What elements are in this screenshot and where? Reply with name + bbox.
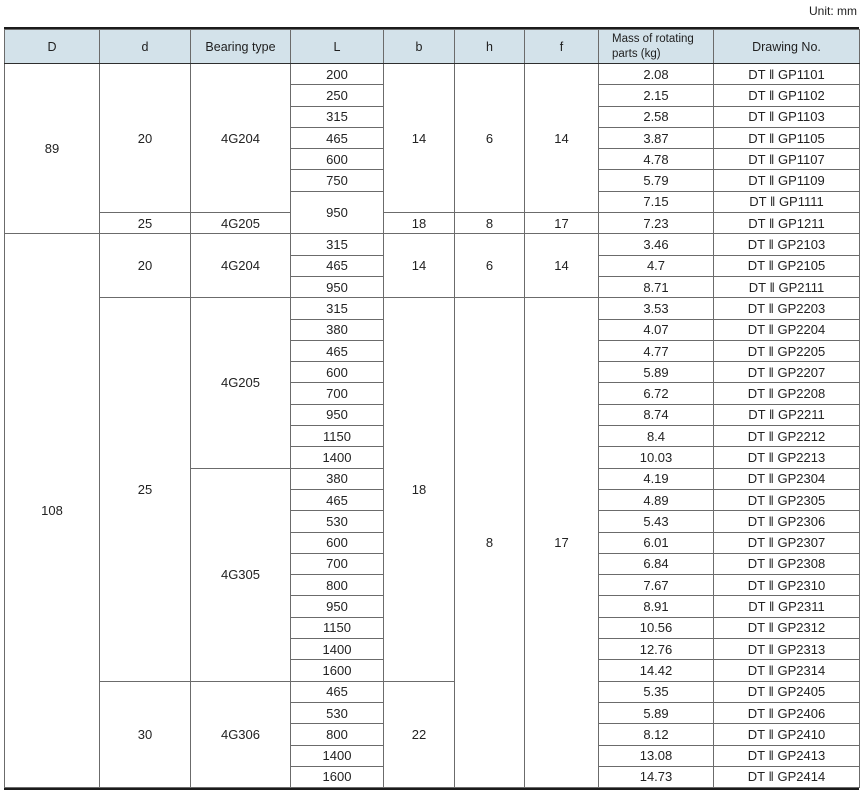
table-cell: 4.77 — [599, 340, 714, 361]
column-header: L — [291, 30, 384, 64]
table-cell: 3.53 — [599, 298, 714, 319]
column-header: Drawing No. — [714, 30, 860, 64]
table-cell: 10.03 — [599, 447, 714, 468]
table-cell: 12.76 — [599, 639, 714, 660]
table-cell: 4G306 — [191, 681, 291, 787]
table-cell: 2.58 — [599, 106, 714, 127]
table-cell: 14 — [525, 234, 599, 298]
table-cell: DT ‖ GP2305 — [714, 489, 860, 510]
table-cell: 30 — [100, 681, 191, 787]
table-cell: 600 — [291, 149, 384, 170]
table-cell: 17 — [525, 213, 599, 234]
table-cell: 5.35 — [599, 681, 714, 702]
table-cell: DT ‖ GP2306 — [714, 511, 860, 532]
table-cell: 8 — [455, 298, 525, 788]
table-cell: 3.46 — [599, 234, 714, 255]
table-cell: 10.56 — [599, 617, 714, 638]
table-cell: 4.19 — [599, 468, 714, 489]
header-row — [5, 30, 860, 64]
table-cell: 465 — [291, 681, 384, 702]
table-cell: DT ‖ GP2406 — [714, 702, 860, 723]
table-cell: 200 — [291, 64, 384, 85]
table-cell: DT ‖ GP2312 — [714, 617, 860, 638]
table-cell: DT ‖ GP2203 — [714, 298, 860, 319]
table-cell: 4G205 — [191, 298, 291, 468]
table-cell: 950 — [291, 404, 384, 425]
table-cell: 750 — [291, 170, 384, 191]
table-cell: DT ‖ GP2105 — [714, 255, 860, 276]
table-cell: 250 — [291, 85, 384, 106]
table-cell: 950 — [291, 191, 384, 234]
table-cell: 3.87 — [599, 127, 714, 148]
table-cell: 4G204 — [191, 234, 291, 298]
table-cell: 1400 — [291, 447, 384, 468]
table-cell: 4.7 — [599, 255, 714, 276]
table-cell: 800 — [291, 575, 384, 596]
table-body — [5, 64, 860, 788]
table-row — [5, 64, 860, 85]
table-cell: 380 — [291, 468, 384, 489]
table-cell: 20 — [100, 64, 191, 213]
table-cell: DT ‖ GP2413 — [714, 745, 860, 766]
table-cell: DT ‖ GP2307 — [714, 532, 860, 553]
table-cell: 5.89 — [599, 362, 714, 383]
table-cell: 8.74 — [599, 404, 714, 425]
table-cell: 17 — [525, 298, 599, 788]
table-cell: DT ‖ GP2405 — [714, 681, 860, 702]
table-cell: 89 — [5, 64, 100, 234]
table-cell: DT ‖ GP1107 — [714, 149, 860, 170]
table-cell: 700 — [291, 383, 384, 404]
table-cell: 315 — [291, 106, 384, 127]
table-cell: DT ‖ GP2212 — [714, 426, 860, 447]
table-cell: 950 — [291, 596, 384, 617]
column-header: D — [5, 30, 100, 64]
table-cell: DT ‖ GP1109 — [714, 170, 860, 191]
table-cell: DT ‖ GP1101 — [714, 64, 860, 85]
table-cell: 8.4 — [599, 426, 714, 447]
table-cell: DT ‖ GP2111 — [714, 276, 860, 297]
table-cell: DT ‖ GP2414 — [714, 766, 860, 787]
table-cell: 465 — [291, 255, 384, 276]
table-cell: 4.78 — [599, 149, 714, 170]
table-cell: 1600 — [291, 660, 384, 681]
table-cell: DT ‖ GP2207 — [714, 362, 860, 383]
table-cell: 8.91 — [599, 596, 714, 617]
table-cell: DT ‖ GP2211 — [714, 404, 860, 425]
table-cell: 465 — [291, 127, 384, 148]
table-cell: 18 — [384, 213, 455, 234]
table-cell: 20 — [100, 234, 191, 298]
table-cell: 7.15 — [599, 191, 714, 212]
table-cell: DT ‖ GP1211 — [714, 213, 860, 234]
table-cell: DT ‖ GP1103 — [714, 106, 860, 127]
table-cell: DT ‖ GP2314 — [714, 660, 860, 681]
table-cell: 8.71 — [599, 276, 714, 297]
table-cell: 1400 — [291, 639, 384, 660]
table-cell: DT ‖ GP2304 — [714, 468, 860, 489]
table-cell: 800 — [291, 724, 384, 745]
table-cell: 7.67 — [599, 575, 714, 596]
table-cell: DT ‖ GP2410 — [714, 724, 860, 745]
table-cell: 8 — [455, 213, 525, 234]
table-cell: 2.15 — [599, 85, 714, 106]
column-header: b — [384, 30, 455, 64]
table-cell: 6.84 — [599, 553, 714, 574]
table-cell: DT ‖ GP1105 — [714, 127, 860, 148]
table-cell: 1150 — [291, 617, 384, 638]
table-cell: 700 — [291, 553, 384, 574]
table-cell: DT ‖ GP2103 — [714, 234, 860, 255]
table-cell: 5.89 — [599, 702, 714, 723]
column-header: f — [525, 30, 599, 64]
table-cell: 600 — [291, 532, 384, 553]
table-cell: DT ‖ GP2308 — [714, 553, 860, 574]
table-cell: 950 — [291, 276, 384, 297]
column-header: d — [100, 30, 191, 64]
table-cell: 5.79 — [599, 170, 714, 191]
table-cell: 530 — [291, 702, 384, 723]
table-cell: 6 — [455, 234, 525, 298]
table-cell: 25 — [100, 213, 191, 234]
table-cell: 4G205 — [191, 213, 291, 234]
table-cell: 22 — [384, 681, 455, 787]
table-cell: DT ‖ GP2310 — [714, 575, 860, 596]
table-cell: 6 — [455, 64, 525, 213]
table-cell: 600 — [291, 362, 384, 383]
table-cell: 4G305 — [191, 468, 291, 681]
table-cell: DT ‖ GP2204 — [714, 319, 860, 340]
table-cell: DT ‖ GP2311 — [714, 596, 860, 617]
unit-label: Unit: mm — [809, 4, 857, 18]
bearing-spec-table — [4, 29, 860, 788]
column-header: Bearing type — [191, 30, 291, 64]
table-cell: DT ‖ GP1111 — [714, 191, 860, 212]
table-cell: 14.73 — [599, 766, 714, 787]
table-cell: 8.12 — [599, 724, 714, 745]
table-cell: 18 — [384, 298, 455, 681]
table-cell: 530 — [291, 511, 384, 532]
table-cell: 6.01 — [599, 532, 714, 553]
table-cell: 4.89 — [599, 489, 714, 510]
table-cell: 315 — [291, 234, 384, 255]
table-cell: 1400 — [291, 745, 384, 766]
table-cell: 465 — [291, 340, 384, 361]
table-cell: DT ‖ GP2213 — [714, 447, 860, 468]
table-cell: DT ‖ GP1102 — [714, 85, 860, 106]
column-header: Mass of rotating parts (kg) — [599, 30, 714, 64]
table-cell: 465 — [291, 489, 384, 510]
table-cell: 13.08 — [599, 745, 714, 766]
table-cell: 1600 — [291, 766, 384, 787]
table-cell: 108 — [5, 234, 100, 788]
table-cell: 4G204 — [191, 64, 291, 213]
table-cell: 14 — [525, 64, 599, 213]
table-cell: 14 — [384, 64, 455, 213]
table-row — [5, 298, 860, 319]
table-cell: 6.72 — [599, 383, 714, 404]
table-cell: DT ‖ GP2205 — [714, 340, 860, 361]
table-row — [5, 681, 860, 702]
table-cell: 7.23 — [599, 213, 714, 234]
table-row — [5, 234, 860, 255]
table-row — [5, 213, 860, 234]
table-cell: 2.08 — [599, 64, 714, 85]
table-cell: DT ‖ GP2208 — [714, 383, 860, 404]
column-header: h — [455, 30, 525, 64]
table-cell: DT ‖ GP2313 — [714, 639, 860, 660]
table-header — [5, 30, 860, 64]
table-cell: 14 — [384, 234, 455, 298]
spec-table-wrapper — [4, 27, 859, 790]
table-cell: 315 — [291, 298, 384, 319]
table-cell: 380 — [291, 319, 384, 340]
table-cell: 1150 — [291, 426, 384, 447]
table-cell: 25 — [100, 298, 191, 681]
table-cell: 4.07 — [599, 319, 714, 340]
table-cell: 5.43 — [599, 511, 714, 532]
table-cell: 14.42 — [599, 660, 714, 681]
